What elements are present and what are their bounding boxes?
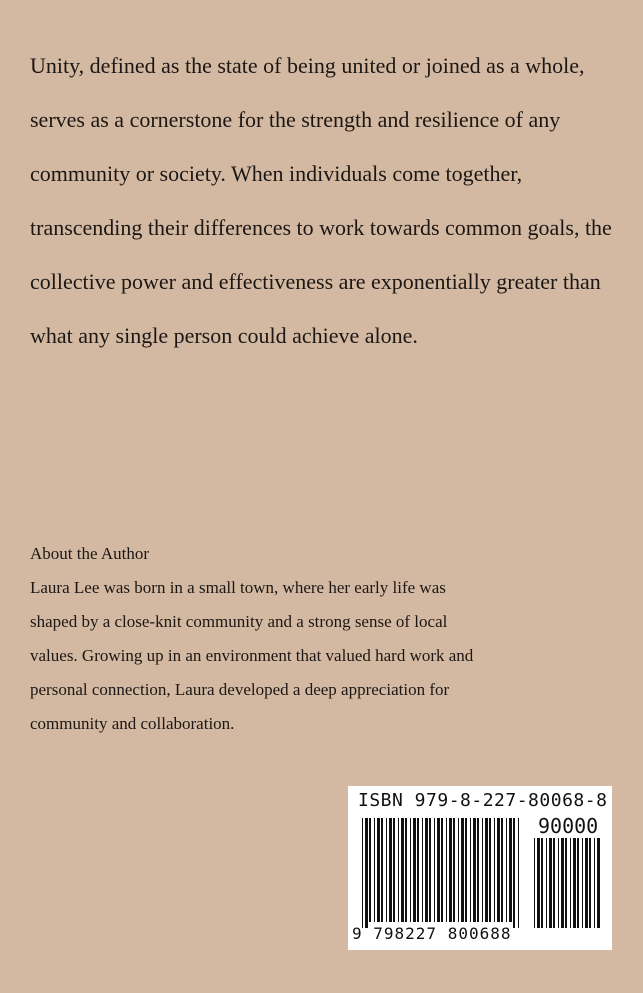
barcode-bar xyxy=(546,838,547,928)
barcode-bar xyxy=(461,818,464,922)
barcode-bar xyxy=(374,818,375,922)
about-author-heading: About the Author xyxy=(30,544,149,563)
barcode-bar xyxy=(434,818,435,922)
barcode-bar xyxy=(389,818,392,922)
barcode-bar xyxy=(573,838,576,928)
barcode-bar xyxy=(513,818,515,928)
barcode-bar xyxy=(398,818,399,922)
barcode-bar xyxy=(381,818,383,922)
barcode-bar xyxy=(506,818,507,922)
barcode-bar xyxy=(518,818,519,928)
price-addon-bars xyxy=(534,838,600,928)
barcode-digits: 9 798227 800688 xyxy=(352,924,512,943)
barcode-bar xyxy=(589,838,591,928)
barcode-bar xyxy=(549,838,552,928)
isbn-barcode xyxy=(348,786,612,950)
barcode-bar xyxy=(362,818,363,928)
barcode-bar xyxy=(369,818,371,922)
barcode-bar xyxy=(437,818,440,922)
barcode-bar xyxy=(485,818,488,922)
barcode-bar xyxy=(594,838,595,928)
blurb-paragraph: collective power and effectiveness are exponentially greater than xyxy=(30,269,601,294)
barcode-bar xyxy=(453,818,455,922)
barcode-bar xyxy=(577,838,579,928)
barcode-bar xyxy=(377,818,380,922)
barcode-bar xyxy=(482,818,483,922)
barcode-bar xyxy=(465,818,467,922)
barcode-bar xyxy=(509,818,512,922)
barcode-bar xyxy=(477,818,479,922)
barcode-bar xyxy=(446,818,447,922)
about-author-line: shaped by a close-knit community and a strong sense of local xyxy=(30,612,448,631)
barcode-bar xyxy=(413,818,416,922)
back-cover-blurb xyxy=(30,50,616,352)
barcode-bar xyxy=(534,838,535,928)
barcode-bar xyxy=(429,818,431,922)
barcode-bar xyxy=(401,818,404,922)
barcode-bar xyxy=(561,838,564,928)
barcode-bar xyxy=(386,818,387,922)
isbn-label: ISBN 979-8-227-80068-8 xyxy=(358,790,608,811)
barcode-bar xyxy=(494,818,495,922)
barcode-bar xyxy=(565,838,567,928)
barcode-bar xyxy=(570,838,571,928)
barcode-bar xyxy=(489,818,491,922)
barcode-bar xyxy=(558,838,559,928)
blurb-paragraph: serves as a cornerstone for the strength and resilience of any xyxy=(30,107,561,132)
barcode-bar xyxy=(470,818,471,922)
blurb-paragraph: Unity, defined as the state of being united or joined as a whole, xyxy=(30,53,585,78)
barcode-bar xyxy=(473,818,476,922)
about-author-line: Laura Lee was born in a small town, where her early life was xyxy=(30,578,446,597)
about-author-line: community and collaboration. xyxy=(30,714,235,733)
barcode-bar xyxy=(410,818,411,922)
barcode-bar xyxy=(405,818,407,922)
barcode-bar xyxy=(497,818,500,922)
barcode-bar xyxy=(585,838,588,928)
about-author-line: values. Growing up in an environment that valued hard work and xyxy=(30,646,474,665)
barcode-bar xyxy=(501,818,503,922)
barcode-bar xyxy=(553,838,555,928)
barcode-bar xyxy=(365,818,368,928)
about-author-section xyxy=(30,537,630,741)
barcode-bar xyxy=(422,818,423,922)
barcode-bar xyxy=(537,838,540,928)
blurb-paragraph: transcending their differences to work towards common goals, the xyxy=(30,215,612,240)
blurb-paragraph: what any single person could achieve alone. xyxy=(30,323,418,348)
price-code: 90000 xyxy=(538,814,599,838)
barcode-bar xyxy=(441,818,443,922)
barcode-bar xyxy=(541,838,543,928)
barcode-bar xyxy=(393,818,395,922)
barcode-bar xyxy=(449,818,452,922)
barcode-bar xyxy=(425,818,428,922)
barcode-bar xyxy=(458,818,459,922)
barcode-bar xyxy=(597,838,600,928)
about-author-line: personal connection, Laura developed a deep appreciation for xyxy=(30,680,450,699)
blurb-paragraph: community or society. When individuals come together, xyxy=(30,161,523,186)
barcode-bar xyxy=(417,818,419,922)
barcode-bar xyxy=(582,838,583,928)
main-barcode-bars xyxy=(362,818,519,928)
